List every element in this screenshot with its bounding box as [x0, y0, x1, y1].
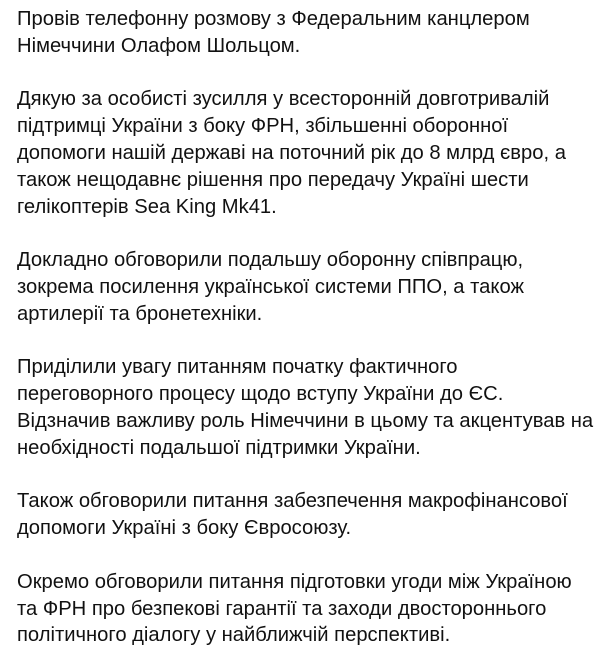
message-paragraph-2: Дякую за особисті зусилля у всесторонній довготривалій підтримці України з боку ФРН, збільшенні оборонної допомоги нашій державі на поточний рік до 8 млрд євро, а також нещодавнє рішення про передачу Україні шести гелікоптерів Sea King Mk41. [17, 88, 566, 218]
message-paragraph-3: Докладно обговорили подальшу оборонну співпрацю, зокрема посилення української системи ППО, а також артилерії та бронетехніки. [17, 249, 524, 325]
message-paragraph-6: Окремо обговорили питання підготовки угоди між Україною та ФРН про безпекові гарантії та заходи двостороннього політичного діалогу у найближчій перспективі. [17, 570, 572, 647]
message-paragraph-5: Також обговорили питання забезпечення макрофінансової допомоги Україні з боку Євросоюзу. [17, 490, 568, 540]
message-paragraph-4: Приділили увагу питанням початку фактичного переговорного процесу щодо вступу України до ЄС. Відзначив важливу роль Німеччини в цьому та акцентував на необхідності подальшої підтримки України. [17, 356, 594, 459]
message-paragraph-1: Провів телефонну розмову з Федеральним канцлером Німеччини Олафом Шольцом. [17, 8, 530, 57]
